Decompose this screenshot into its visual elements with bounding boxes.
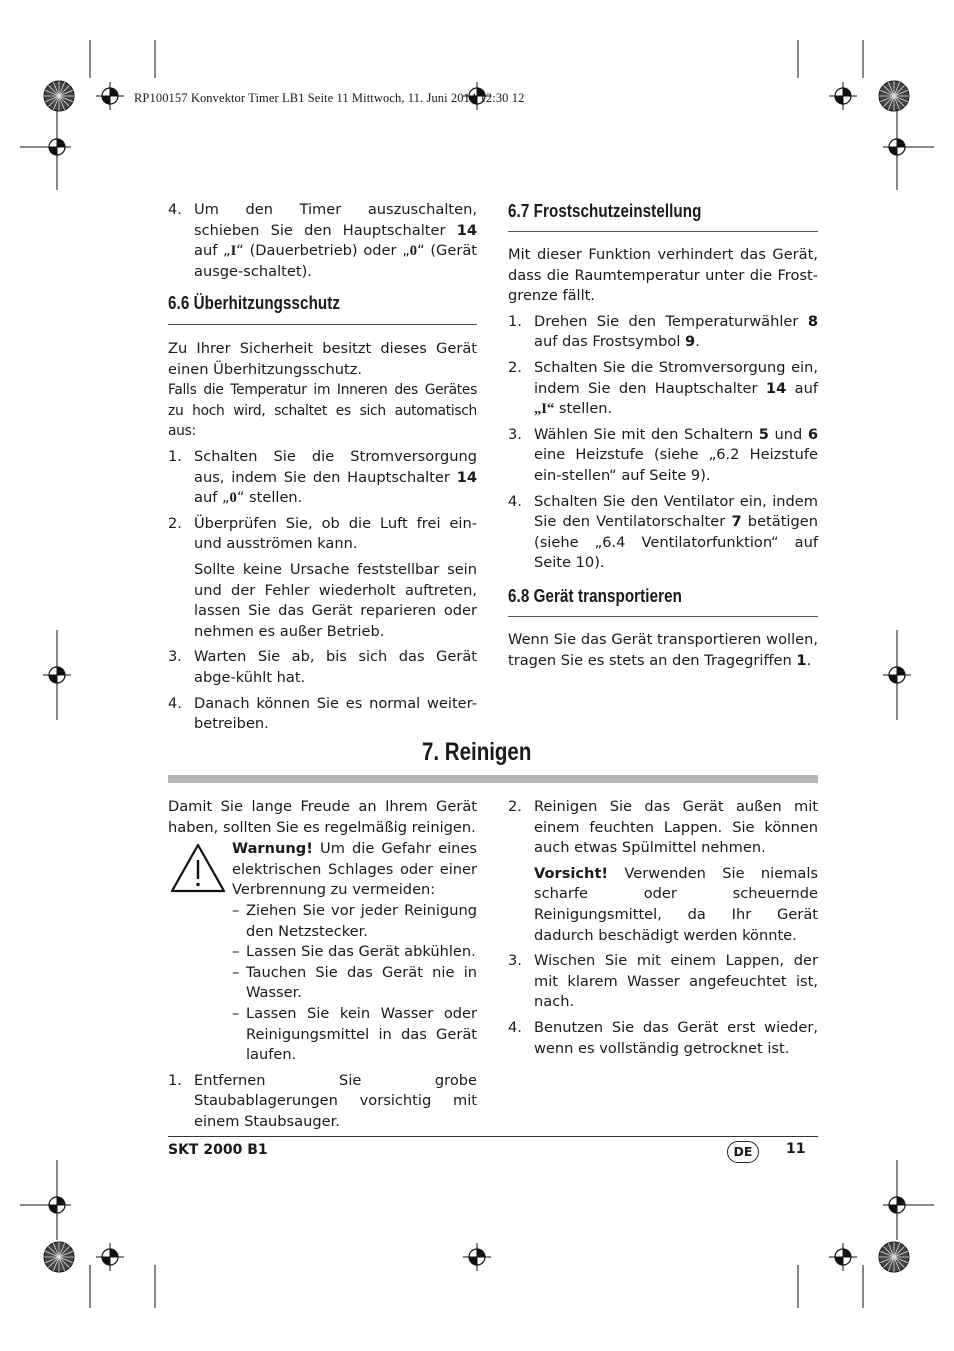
section-title-6-8: 6.8 Gerät transportieren <box>508 585 682 606</box>
paragraph: Wenn Sie das Gerät transportieren wollen, tragen Sie es stets an den Tragegriffen 1. <box>508 631 818 669</box>
page-number: 11 <box>786 1141 806 1157</box>
section-6-8-body <box>508 630 818 671</box>
bullet-item: – Tauchen Sie das Gerät nie in Wasser. <box>232 963 477 1002</box>
language-badge: DE <box>727 1141 759 1163</box>
section-6-6-body <box>168 339 477 735</box>
chapter-title: 7. Reinigen <box>422 738 532 766</box>
warning-text: Warnung! Um die Gefahr eines elektrischen Schlages oder einer Verbrennung zu vermeiden: <box>232 840 477 899</box>
paragraph: Mit dieser Funktion verhindert das Gerät, dass die Raumtemperatur unter die Frost-grenze fällt. <box>508 246 818 305</box>
section-6-7-body <box>508 245 818 574</box>
warning-triangle-icon <box>169 842 227 894</box>
list-item: 3. Wischen Sie mit einem Lappen, der mit klarem Wasser angefeuchtet ist, nach. <box>508 952 818 1011</box>
section-title-6-6: 6.6 Überhitzungsschutz <box>168 292 341 313</box>
chapter-bar <box>168 775 818 783</box>
left-column <box>168 200 477 282</box>
list-item: 2. Reinigen Sie das Gerät außen mit einem feuchten Lappen. Sie können auch etwas Spülmittel nehmen. <box>508 798 818 857</box>
list-item: 1. Drehen Sie den Temperaturwähler 8 auf das Frostsymbol 9. <box>508 312 818 351</box>
section-7-left <box>168 797 477 1133</box>
bullet-item: – Ziehen Sie vor jeder Reinigung den Netzstecker. <box>232 901 477 940</box>
list-item: 2. Schalten Sie die Stromversorgung ein, indem Sie den Hauptschalter 14 auf „I“ stellen. <box>508 358 818 418</box>
bullet-item: – Lassen Sie das Gerät abkühlen. <box>232 943 476 961</box>
list-item: 4. Um den Timer auszuschalten, schieben Sie den Hauptschalter 14 auf „I“ (Dauerbetrieb) oder „0“ (Gerät ausge-schaltet). <box>168 201 477 280</box>
list-item: 4. Schalten Sie den Ventilator ein, indem Sie den Ventilatorschalter 7 betätigen (siehe „6.4 Ventilatorfunktion“ auf Seite 10). <box>508 492 818 572</box>
section-7-right <box>508 797 818 1059</box>
footer-rule <box>168 1136 818 1137</box>
paragraph: Zu Ihrer Sicherheit besitzt dieses Gerät einen Überhitzungsschutz. <box>168 340 477 378</box>
section-rule <box>508 231 818 232</box>
paragraph: Damit Sie lange Freude an Ihrem Gerät haben, sollten Sie es regelmäßig reinigen. <box>168 798 477 836</box>
warning-block <box>168 839 477 1066</box>
section-rule <box>168 324 477 325</box>
list-item: 4. Danach können Sie es normal weiter-betreiben. <box>168 694 477 733</box>
section-title-6-7: 6.7 Frostschutzeinstellung <box>508 200 702 221</box>
list-item: 4. Benutzen Sie das Gerät erst wieder, wenn es vollständig getrocknet ist. <box>508 1018 818 1057</box>
caution-note: Vorsicht! Verwenden Sie niemals scharfe oder scheuernde Reinigungsmittel, da Ihr Gerät dadurch beschädigt werden könnte. <box>534 864 818 944</box>
footer-model: SKT 2000 B1 <box>168 1142 268 1158</box>
section-rule <box>508 616 818 617</box>
list-item: 1. Schalten Sie die Stromversorgung aus, indem Sie den Hauptschalter 14 auf „0“ stellen. <box>168 447 477 507</box>
list-item: 1. Entfernen Sie grobe Staubablagerungen vorsichtig mit einem Staubsauger. <box>168 1071 477 1130</box>
list-item: 2. Überprüfen Sie, ob die Luft frei ein- und ausströmen kann. <box>168 514 477 553</box>
list-item: 3. Wählen Sie mit den Schaltern 5 und 6 eine Heizstufe (siehe „6.2 Heizstufe ein-stellen“ auf Seite 9). <box>508 425 818 484</box>
list-item: 3. Warten Sie ab, bis sich das Gerät abge-kühlt hat. <box>168 648 477 686</box>
list-item-note: Sollte keine Ursache feststellbar sein und der Fehler wiederholt auftreten, lassen Sie das Gerät reparieren oder nehmen es außer Betrieb. <box>194 560 477 640</box>
paragraph: Falls die Temperatur im Inneren des Gerätes zu hoch wird, schaltet es sich automatisch aus: <box>168 382 477 440</box>
bullet-item: – Lassen Sie kein Wasser oder Reinigungsmittel in das Gerät laufen. <box>232 1004 477 1064</box>
print-header: RP100157 Konvektor Timer LB1 Seite 11 Mittwoch, 11. Juni 2014 12:30 12 <box>134 91 525 105</box>
